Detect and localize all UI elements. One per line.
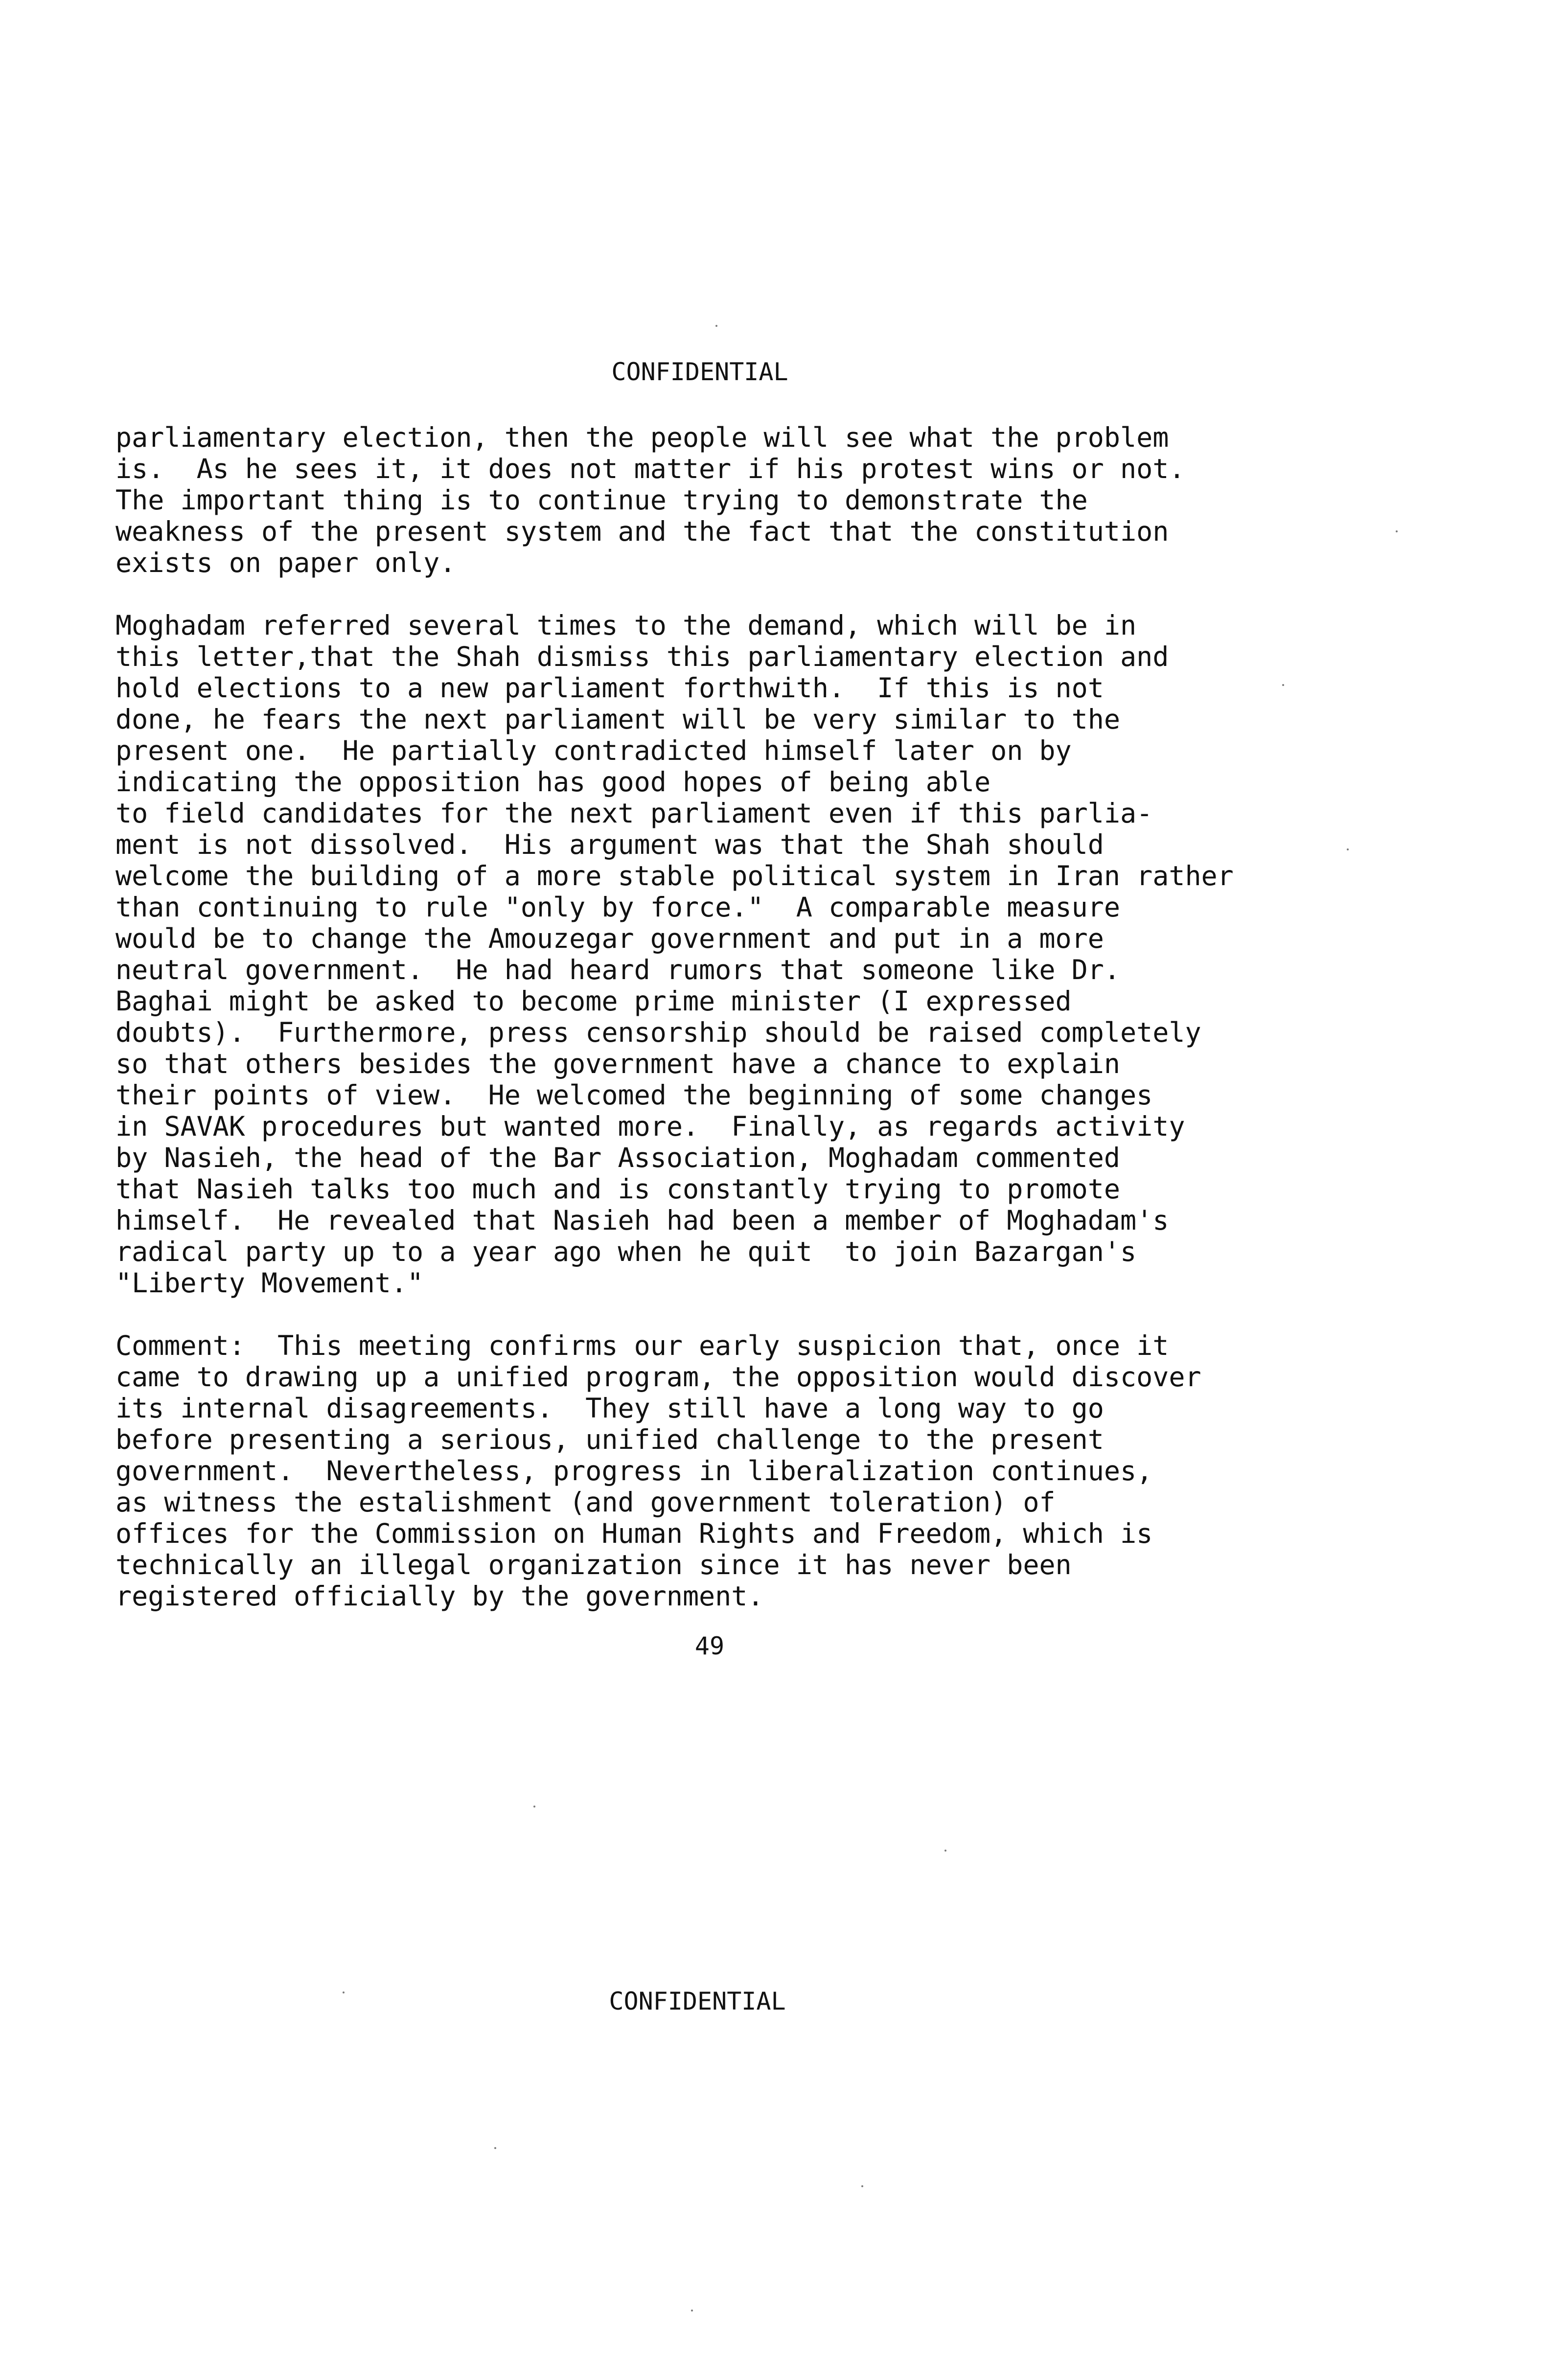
text-line: in SAVAK procedures but wanted more. Finally, as regards activity: [115, 1111, 1185, 1142]
text-line: as witness the estalishment (and government toleration) of: [115, 1487, 1056, 1518]
text-line: parliamentary election, then the people will see what the problem: [115, 422, 1169, 453]
paragraph-3-comment: [115, 1330, 1447, 1612]
text-line: present one. He partially contradicted himself later on by: [115, 735, 1072, 766]
text-line: is. As he sees it, it does not matter if his protest wins or not.: [115, 453, 1185, 484]
text-line: government. Nevertheless, progress in liberalization continues,: [115, 1455, 1153, 1487]
text-line: Baghai might be asked to become prime minister (I expressed: [115, 985, 1072, 1017]
text-line: Comment: This meeting confirms our early suspicion that, once it: [115, 1330, 1169, 1361]
scan-speck: [715, 325, 717, 327]
text-line: by Nasieh, the head of the Bar Association, Moghadam commented: [115, 1142, 1120, 1173]
text-line: its internal disagreements. They still have a long way to go: [115, 1393, 1104, 1424]
text-line: doubts). Furthermore, press censorship should be raised completely: [115, 1017, 1201, 1048]
text-line: Moghadam referred several times to the demand, which will be in: [115, 610, 1137, 641]
text-line: The important thing is to continue trying to demonstrate the: [115, 484, 1088, 516]
text-line: "Liberty Movement.": [115, 1267, 424, 1299]
page-number: 49: [694, 1632, 725, 1660]
text-line: indicating the opposition has good hopes of being able: [115, 766, 991, 798]
scan-speck: [944, 1850, 946, 1852]
text-line: technically an illegal organization since it has never been: [115, 1549, 1072, 1580]
text-line: done, he fears the next parliament will be very similar to the: [115, 704, 1120, 735]
text-line: radical party up to a year ago when he quit to join Bazargan's: [115, 1236, 1137, 1267]
text-line: before presenting a serious, unified challenge to the present: [115, 1424, 1104, 1455]
text-line: ment is not dissolved. His argument was that the Shah should: [115, 829, 1104, 860]
text-line: weakness of the present system and the fact that the constitution: [115, 516, 1169, 547]
text-line: himself. He revealed that Nasieh had been a member of Moghadam's: [115, 1205, 1169, 1236]
document-body: [115, 422, 1447, 1643]
text-line: this letter,that the Shah dismiss this parliamentary election and: [115, 641, 1169, 672]
footer-classification-label: CONFIDENTIAL: [609, 1987, 786, 2015]
scan-speck: [494, 2147, 496, 2149]
text-line: than continuing to rule "only by force." A comparable measure: [115, 892, 1120, 923]
text-line: came to drawing up a unified program, the opposition would discover: [115, 1361, 1201, 1393]
text-line: exists on paper only.: [115, 547, 456, 578]
paragraph-1: [115, 422, 1447, 578]
text-line: neutral government. He had heard rumors that someone like Dr.: [115, 954, 1120, 985]
scan-speck: [533, 1806, 535, 1808]
text-line: would be to change the Amouzegar government and put in a more: [115, 923, 1104, 954]
scan-speck: [1396, 530, 1398, 532]
text-line: registered officially by the government.: [115, 1580, 764, 1612]
text-line: so that others besides the government have a chance to explain: [115, 1048, 1120, 1079]
scan-speck: [1347, 848, 1349, 850]
paragraph-2: [115, 610, 1447, 1299]
scan-speck: [343, 1991, 345, 1993]
scan-speck: [861, 2185, 863, 2187]
text-line: to field candidates for the next parliament even if this parlia-: [115, 798, 1153, 829]
text-line: welcome the building of a more stable political system in Iran rather: [115, 860, 1234, 892]
scan-speck: [1282, 684, 1284, 686]
text-line: hold elections to a new parliament forthwith. If this is not: [115, 672, 1104, 704]
scan-speck: [691, 2310, 693, 2311]
text-line: offices for the Commission on Human Rights and Freedom, which is: [115, 1518, 1153, 1549]
header-classification-label: CONFIDENTIAL: [611, 358, 788, 386]
text-line: their points of view. He welcomed the beginning of some changes: [115, 1079, 1153, 1111]
text-line: that Nasieh talks too much and is constantly trying to promote: [115, 1173, 1120, 1205]
